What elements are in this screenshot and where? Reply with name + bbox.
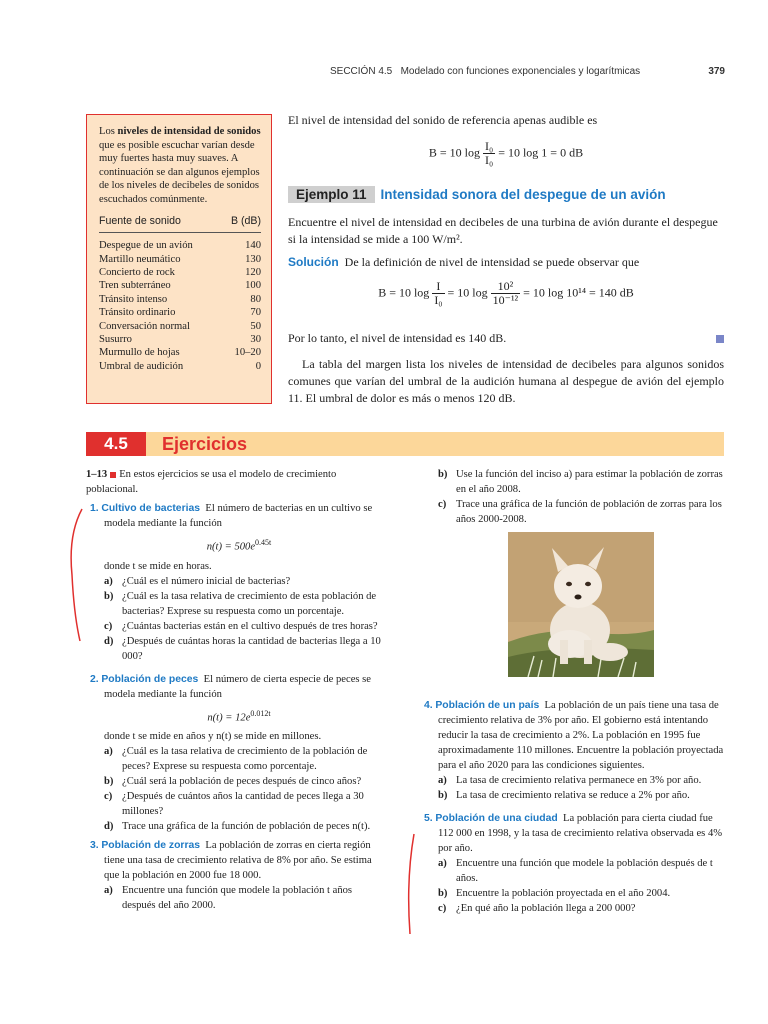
part-text: Trace una gráfica de la función de población de zorras para los años 2000-2008. [456, 499, 722, 525]
exercise-part [438, 773, 724, 788]
header-section: SECCIÓN 4.5 [330, 66, 393, 77]
part-text: ¿Después de cuántas horas la cantidad de bacterias llega a 10 000? [122, 635, 381, 662]
eq2-num1: I [432, 280, 444, 294]
sound-level-row [99, 266, 261, 279]
exercise-part [438, 497, 724, 527]
sound-source: Susurro [99, 334, 132, 345]
eq2-lhs: B = 10 log [378, 285, 430, 300]
part-label: b) [438, 790, 448, 801]
fox-photo [508, 532, 654, 677]
ex3-number: 3. [90, 840, 99, 852]
pen-mark-exercise-1 [64, 505, 94, 645]
sound-db: 80 [250, 293, 261, 305]
sound-level-row [99, 239, 261, 252]
ex2-after: donde t se mide en años y n(t) se mide en millones. [104, 731, 322, 743]
sound-db: 70 [250, 307, 261, 319]
exercise-part [104, 774, 388, 789]
example-label: Ejemplo 11 [288, 186, 375, 203]
exercise-2 [86, 672, 388, 835]
exercise-3-statement [90, 838, 388, 883]
intro-text: En estos ejercicios se usa el modelo de crecimiento poblacional. [86, 469, 337, 495]
ex3-text: La población de zorras en cierta región tiene una tasa de crecimiento relativa de 8% por año. Se estima que la población en 2000 fue 18 000. [104, 840, 372, 882]
sound-level-row [99, 279, 261, 292]
exercise-5 [422, 811, 724, 916]
solution-text: De la definición de nivel de intensidad se puede observar que [344, 255, 640, 269]
ex3-parts [90, 883, 388, 913]
eq1-den: I₀ [485, 153, 494, 167]
exercise-part [104, 744, 388, 774]
part-label: c) [438, 903, 447, 914]
red-square-icon [110, 472, 116, 478]
ex2-parts [90, 744, 388, 834]
example-heading [288, 186, 724, 208]
ex5-title: Población de una ciudad [435, 813, 558, 824]
part-label: c) [438, 499, 447, 510]
sound-db: 30 [250, 334, 261, 345]
part-label: b) [438, 469, 448, 480]
col-db-header: B (dB) [230, 214, 261, 227]
exercise-5-statement [422, 811, 724, 856]
part-label: d) [104, 635, 114, 647]
ex2-formula-base: n(t) = 12e [207, 712, 251, 724]
exercise-1-statement [90, 501, 388, 531]
sound-db: 10–20 [234, 347, 261, 359]
part-label: c) [104, 791, 113, 803]
solution-label: Solución [288, 255, 339, 269]
margin-table-header [99, 215, 261, 234]
eq2-den2: 10⁻¹² [492, 293, 519, 307]
ex2-formula [90, 706, 388, 726]
part-text: Encuentre la población proyectada en el año 2004. [456, 888, 671, 899]
ex2-formula-exp: 0.012t [250, 708, 271, 718]
section-title: Ejercicios [162, 434, 248, 454]
sound-level-row [99, 306, 261, 319]
ex1-parts [90, 574, 388, 664]
exercises-right-column [422, 467, 724, 527]
ex2-number: 2. [90, 673, 99, 685]
margin-reference-paragraph: La tabla del margen lista los niveles de intensidad de decibeles para algunos sonidos comunes que varían del umbral de la audición humana al despegue de avión del ejemplo 11. El umbral de dolor es más o menos 120 dB. [288, 357, 724, 405]
ex5-text: La población para cierta ciudad fue 112 000 en 1998, y la tasa de crecimiento relativa observada es 4% por año. [438, 813, 723, 854]
sound-level-row [99, 253, 261, 266]
exercise-part [104, 883, 388, 913]
solution-line [288, 254, 724, 271]
eq2-fraction-2 [491, 280, 521, 307]
ex1-formula-exp: 0.45t [255, 538, 272, 547]
sound-level-row [99, 360, 261, 373]
part-text: ¿Cuál es la tasa relativa de crecimiento de la población de peces? Exprese su respuesta como porcentaje. [122, 746, 368, 773]
example-text: Encuentre el nivel de intensidad en decibeles de una turbina de avión durante el despegue si la intensidad se mide a 100 W/m². [288, 215, 718, 246]
sound-db: 140 [245, 240, 261, 252]
sound-level-row [99, 293, 261, 306]
sound-db: 120 [245, 266, 261, 278]
margin-intro-post: que es posible escuchar varían desde muy fuertes hasta muy suaves. A continuación se dan algunos ejemplos de los niveles de decibeles de sonidos escuchados comúnmente. [99, 139, 260, 205]
sound-levels-margin-box [86, 114, 272, 404]
ref-text: El nivel de intensidad del sonido de referencia apenas audible es [288, 113, 598, 127]
sound-level-row [99, 333, 261, 346]
eq2-rhs: = 10 log 10¹⁴ = 140 dB [523, 285, 634, 300]
sound-db: 130 [245, 253, 261, 265]
part-text: La tasa de crecimiento relativa permanece en 3% por año. [456, 775, 702, 786]
end-of-example-square [716, 335, 724, 343]
exercise-part [438, 856, 724, 886]
sound-source: Murmullo de hojas [99, 347, 180, 359]
part-label: a) [104, 885, 113, 897]
part-text: Use la función del inciso a) para estimar la población de zorras en el año 2008. [456, 469, 723, 495]
sound-level-row [99, 346, 261, 359]
sound-level-row [99, 320, 261, 333]
margin-intro [99, 125, 261, 207]
part-text: Encuentre una función que modele la población después de t años. [456, 858, 713, 884]
exercise-part [104, 634, 388, 664]
exercise-part [104, 619, 388, 634]
eq2-fraction-1 [432, 280, 444, 307]
ex1-formula-base: n(t) = 500e [206, 541, 256, 553]
margin-table-body [99, 239, 261, 373]
exercise-part [438, 467, 724, 497]
part-text: ¿En qué año la población llega a 200 000? [456, 903, 636, 914]
margin-intro-pre: Los [99, 126, 118, 137]
part-text: ¿Cuántas bacterias están en el cultivo después de tres horas? [122, 620, 378, 632]
part-label: a) [104, 575, 113, 587]
ex4-text: La población de un país tiene una tasa de crecimiento relativa de 3% por año. El gobierno está intentando reducir la tasa de crecimiento a 2%. La población en 1995 fue aproximadamente 110 millones. Encuentre la población proyectada para el año 2020 para las condiciones siguientes. [438, 700, 724, 771]
ex3-continued-parts [422, 467, 724, 527]
sound-source: Concierto de rock [99, 266, 175, 278]
exercise-part [104, 819, 388, 834]
part-label: b) [104, 590, 114, 602]
conclusion: Por lo tanto, el nivel de intensidad es 140 dB. [288, 331, 507, 345]
exercise-1 [86, 501, 388, 664]
exercise-part [438, 788, 724, 803]
eq2-den1: I₀ [434, 293, 443, 307]
exercise-4 [422, 698, 724, 803]
part-label: a) [438, 775, 447, 786]
part-text: Encuentre una función que modele la población t años después del año 2000. [122, 885, 353, 912]
sound-source: Umbral de audición [99, 360, 184, 372]
part-text: La tasa de crecimiento relativa se reduce a 2% por año. [456, 790, 690, 801]
sound-source: Conversación normal [99, 320, 190, 332]
pen-mark-exercise-5 [400, 830, 420, 940]
part-label: b) [438, 888, 448, 899]
part-text: ¿Después de cuántos años la cantidad de peces llega a 30 millones? [122, 791, 364, 818]
eq1-fraction [483, 140, 495, 167]
header-title: Modelado con funciones exponenciales y logarítmicas [400, 66, 641, 77]
eq1-lhs: B = 10 log [428, 145, 481, 160]
part-text: ¿Cuál será la población de peces después de cinco años? [122, 776, 362, 788]
eq1-num: I₀ [485, 139, 494, 153]
sound-db: 0 [255, 360, 261, 372]
ex5-parts [422, 856, 724, 916]
exercise-part [104, 574, 388, 589]
ex1-title: Cultivo de bacterias [101, 503, 201, 514]
eq2-mid: = 10 log [447, 285, 488, 300]
exercises-left-column [86, 467, 388, 913]
part-label: a) [104, 746, 113, 758]
sound-source: Tren subterráneo [99, 280, 171, 292]
ex3-title: Población de zorras [101, 840, 201, 852]
sound-db: 50 [250, 320, 261, 332]
ex2-title: Población de peces [101, 673, 199, 685]
sound-source: Tránsito ordinario [99, 307, 176, 319]
part-text: ¿Cuál es el número inicial de bacterias? [122, 575, 291, 587]
exercise-4-statement [422, 698, 724, 773]
ex1-number: 1. [90, 503, 99, 514]
running-header [330, 66, 725, 77]
exercise-part [438, 886, 724, 901]
exercise-3 [86, 838, 388, 913]
ex4-number: 4. [424, 700, 433, 711]
exercise-intro [86, 467, 388, 497]
page-number: 379 [708, 66, 725, 77]
ex5-number: 5. [424, 813, 433, 824]
ex4-title: Población de un país [435, 700, 540, 711]
part-label: a) [438, 858, 447, 869]
exercise-part [438, 901, 724, 916]
ex2-text: El número de cierta especie de peces se modela mediante la función [104, 673, 371, 700]
sound-source: Tránsito intenso [99, 293, 168, 305]
sound-source: Martillo neumático [99, 253, 181, 265]
intro-range: 1–13 [86, 469, 108, 480]
col-source-header: Fuente de sonido [99, 214, 181, 227]
ex4-parts [422, 773, 724, 803]
section-number: 4.5 [86, 432, 146, 456]
eq2-num2: 10² [491, 280, 521, 294]
margin-intro-bold: niveles de intensidad de sonidos [117, 126, 261, 137]
part-text: ¿Cuál es la tasa relativa de crecimiento de esta población de bacterias? Exprese su respuesta como un porcentaje. [122, 590, 377, 617]
exercise-2-statement [90, 672, 388, 702]
part-label: c) [104, 620, 113, 632]
ex1-after: donde t se mide en horas. [104, 560, 212, 572]
ex1-formula [90, 535, 388, 555]
part-label: d) [104, 821, 114, 833]
sound-db: 100 [245, 280, 261, 292]
exercise-part [104, 589, 388, 619]
exercise-part [104, 789, 388, 819]
example-title: Intensidad sonora del despegue de un avión [380, 187, 666, 202]
part-label: b) [104, 776, 114, 788]
eq1-rhs: = 10 log 1 = 0 dB [498, 145, 584, 160]
equation-reference [288, 140, 724, 167]
sound-source: Despegue de un avión [99, 240, 193, 252]
exercises-right-lower [422, 698, 724, 916]
part-text: Trace una gráfica de la función de población de peces n(t). [122, 821, 371, 833]
equation-takeoff [288, 280, 724, 307]
ex1-text: El número de bacterias en un cultivo se modela mediante la función [104, 503, 373, 529]
